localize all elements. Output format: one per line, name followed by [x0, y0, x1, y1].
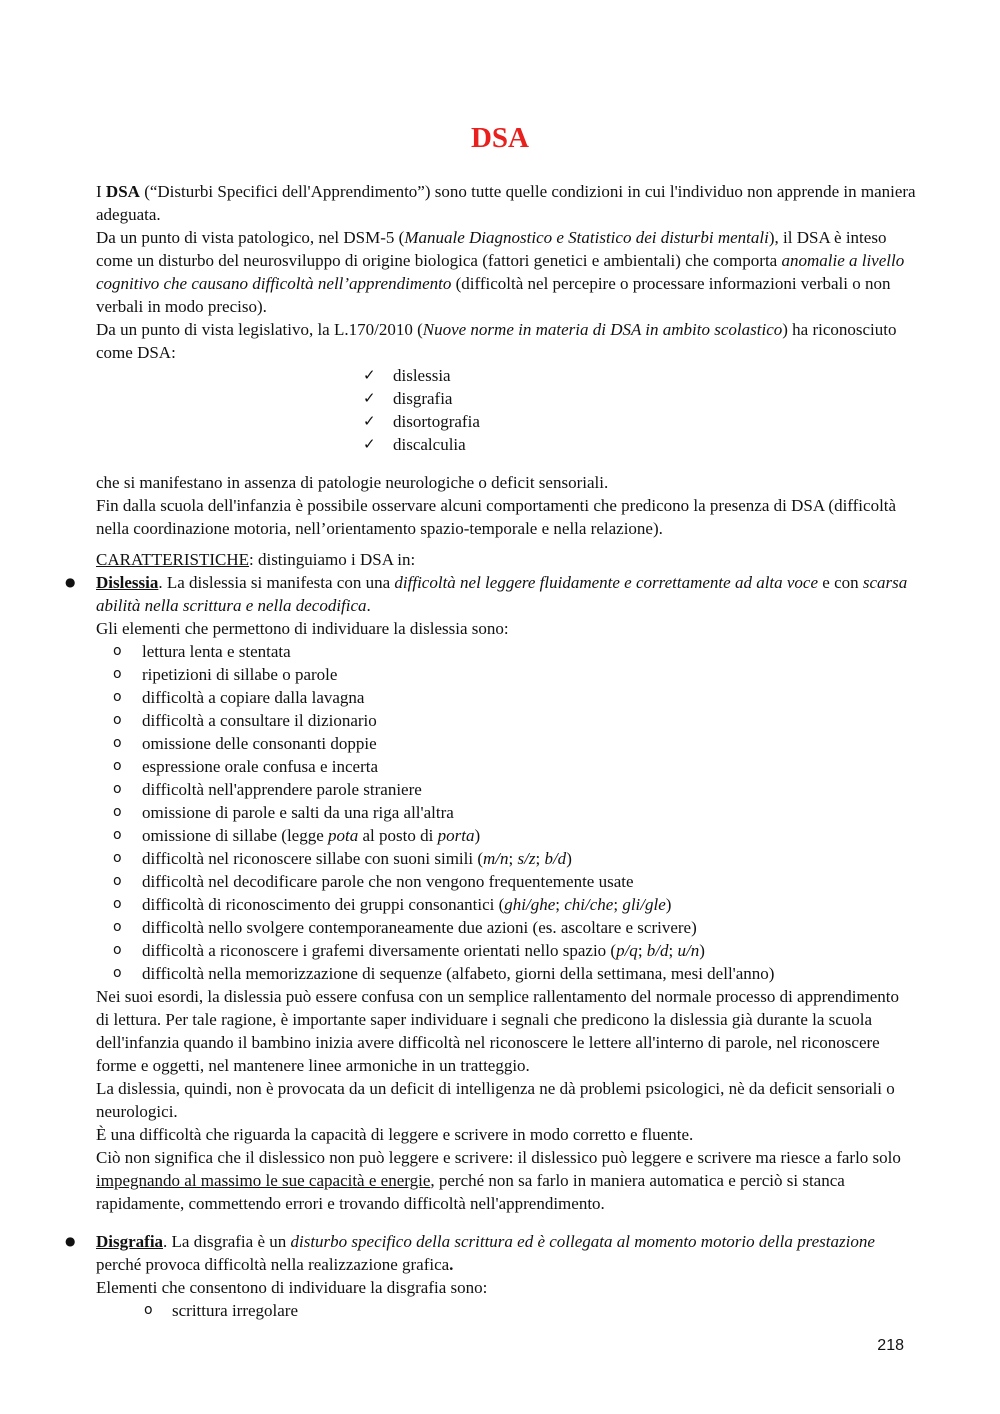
- list-item: [113, 778, 916, 801]
- page-title: DSA: [470, 122, 529, 154]
- circle-bullet-icon: o: [113, 689, 122, 705]
- italic-span: m/n: [483, 849, 509, 868]
- list-item: [113, 939, 916, 962]
- list-item: [113, 847, 916, 870]
- list-item-label: dislessia: [393, 366, 451, 385]
- circle-bullet-icon: o: [113, 827, 122, 843]
- list-item-label: disortografia: [393, 412, 480, 431]
- dsa-checklist: [96, 364, 916, 456]
- list-item: [113, 824, 916, 847]
- check-mark-icon: ✓: [363, 412, 376, 430]
- text-span: ;: [637, 941, 647, 960]
- italic-span: u/n: [677, 941, 700, 960]
- intro-paragraph-3: [96, 318, 916, 364]
- circle-bullet-icon: o: [113, 942, 122, 958]
- dislessia-lead: Gli elementi che permettono di individuare la dislessia sono:: [96, 619, 509, 638]
- list-item-label: espressione orale confusa e incerta: [142, 757, 378, 776]
- check-mark-icon: ✓: [363, 366, 376, 384]
- italic-span: anomalie a livello cognitivo che causano difficoltà nell’apprendimento: [96, 251, 905, 293]
- list-item-label: scrittura irregolare: [172, 1301, 299, 1320]
- dislessia-indicators-list: [96, 640, 916, 985]
- list-item-label: omissione di parole e salti da una riga all'altra: [142, 803, 454, 822]
- underlined-heading: CARATTERISTICHE: [96, 550, 249, 569]
- list-item: [363, 433, 916, 456]
- text-span: ;: [613, 895, 623, 914]
- list-item: [113, 893, 916, 916]
- circle-bullet-icon: o: [113, 965, 122, 981]
- list-item-label: difficoltà nella memorizzazione di sequenze (alfabeto, giorni della settimana, mesi dell'anno): [142, 964, 775, 983]
- text-span: ;: [668, 941, 678, 960]
- text-span: Da un punto di vista patologico, nel DSM-5 (: [96, 228, 405, 247]
- list-item-label: discalculia: [393, 435, 466, 454]
- list-item: [113, 916, 916, 939]
- intro-paragraph-2: [96, 226, 916, 318]
- dislessia-term: Dislessia: [96, 573, 159, 592]
- list-item: [113, 801, 916, 824]
- italic-span: pota: [328, 826, 359, 845]
- text-span: (“Disturbi Specifici dell'Apprendimento”) sono tutte quelle condizioni in cui l'individuo non apprende in maniera adeguata.: [96, 182, 916, 224]
- list-item-label: disgrafia: [393, 389, 453, 408]
- italic-span: Nuove norme in materia di DSA in ambito scolastico: [422, 320, 783, 339]
- text-span: difficoltà a riconoscere i grafemi diversamente orientati nello spazio (: [142, 941, 617, 960]
- intro-paragraph-4: che si manifestano in assenza di patologie neurologiche o deficit sensoriali.: [96, 473, 609, 492]
- dislessia-paragraph-2: La dislessia, quindi, non è provocata da un deficit di intelligenza ne dà problemi psicologici, nè da deficit sensoriali o neurologici.: [96, 1079, 895, 1121]
- disgrafia-indicators-list: [96, 1299, 916, 1322]
- text-span: ;: [555, 895, 565, 914]
- list-item-label: ripetizioni di sillabe o parole: [142, 665, 338, 684]
- intro-paragraph-5: Fin dalla scuola dell'infanzia è possibile osservare alcuni comportamenti che predicono la presenza di DSA (difficoltà nella coordinazione motoria, nell’orientamento spazio-temporale e nella relazione).: [96, 496, 897, 538]
- list-item: [113, 755, 916, 778]
- text-span: e con: [818, 573, 863, 592]
- disgrafia-lead: Elementi che consentono di individuare la disgrafia sono:: [96, 1278, 488, 1297]
- spacer: [96, 1215, 916, 1230]
- intro-paragraph-1: [96, 180, 916, 226]
- text-span: .: [449, 1255, 454, 1274]
- list-item-label: lettura lenta e stentata: [142, 642, 291, 661]
- text-span: Ciò non significa che il dislessico non può leggere e scrivere: il dislessico può leggere e scrivere ma riesce a farlo solo: [96, 1148, 901, 1167]
- italic-span: difficoltà nel leggere fluidamente e correttamente ad alta voce: [394, 573, 819, 592]
- italic-span: porta: [437, 826, 475, 845]
- text-span: ;: [508, 849, 518, 868]
- circle-bullet-icon: o: [113, 712, 122, 728]
- circle-bullet-icon: o: [144, 1302, 153, 1318]
- list-item-label: difficoltà nel decodificare parole che non vengono frequentemente usate: [142, 872, 634, 891]
- text-span: difficoltà nel riconoscere sillabe con suoni simili (: [142, 849, 484, 868]
- underlined-span: impegnando al massimo le sue capacità e energie: [96, 1171, 431, 1190]
- circle-bullet-icon: o: [113, 758, 122, 774]
- check-mark-icon: ✓: [363, 435, 376, 453]
- list-item: [363, 364, 916, 387]
- list-item: [113, 663, 916, 686]
- list-item-label: difficoltà a consultare il dizionario: [142, 711, 377, 730]
- text-span: ): [665, 895, 672, 914]
- italic-span: ghi/ghe: [504, 895, 556, 914]
- list-item: [113, 709, 916, 732]
- list-item: [113, 962, 916, 985]
- text-span: ): [699, 941, 705, 960]
- text-span: (difficoltà nel percepire o processare informazioni verbali o non verbali in modo preciso).: [96, 274, 891, 316]
- dislessia-paragraph-3: È una difficoltà che riguarda la capacità di leggere e scrivere in modo corretto e fluente.: [96, 1125, 694, 1144]
- text-span: .: [366, 596, 371, 615]
- italic-span: disturbo specifico della scrittura ed è collegata al momento motorio della prestazione: [290, 1232, 875, 1251]
- list-item: [113, 640, 916, 663]
- list-item-label: difficoltà nello svolgere contemporaneamente due azioni (es. ascoltare e scrivere): [142, 918, 697, 937]
- circle-bullet-icon: o: [113, 735, 122, 751]
- check-mark-icon: ✓: [363, 389, 376, 407]
- circle-bullet-icon: o: [113, 804, 122, 820]
- text-span: . La dislessia si manifesta con una: [158, 573, 395, 592]
- text-span: ): [474, 826, 481, 845]
- text-span: ;: [535, 849, 545, 868]
- italic-span: scarsa abilità nella scrittura e nella decodifica: [96, 573, 908, 615]
- list-item: [113, 732, 916, 755]
- dislessia-paragraph-1: Nei suoi esordi, la dislessia può essere confusa con un semplice rallentamento del normale processo di apprendimento di lettura. Per tale ragione, è importante saper individuare i segnali che predicono la dislessia già durante la scuola dell'infanzia quando il bambino inizia avere difficoltà nel riconoscere le lettere all'interno di parole, nel riconoscere forme e oggetti, nel mantenere linee armoniche in un tratteggio.: [96, 987, 900, 1075]
- italic-span: p/q: [616, 941, 638, 960]
- text-span: ) ha riconosciuto come DSA:: [96, 320, 897, 362]
- italic-span: s/z: [517, 849, 536, 868]
- text-span: , perché non sa farlo in maniera automatica e perciò si stanca rapidamente, commettendo errori e trovando difficoltà nell'apprendimento.: [96, 1171, 845, 1213]
- circle-bullet-icon: o: [113, 643, 122, 659]
- bullet-dot-icon: ●: [65, 1234, 76, 1248]
- text-span: . La disgrafia è un: [163, 1232, 291, 1251]
- list-item: [113, 870, 916, 893]
- circle-bullet-icon: o: [113, 896, 122, 912]
- italic-span: gli/gle: [622, 895, 666, 914]
- circle-bullet-icon: o: [113, 781, 122, 797]
- list-item: [113, 686, 916, 709]
- list-item: [144, 1299, 916, 1322]
- spacer: [96, 456, 916, 471]
- text-span: I: [96, 182, 106, 201]
- disgrafia-term: Disgrafia: [96, 1232, 164, 1251]
- italic-span: Manuale Diagnostico e Statistico dei disturbi mentali: [404, 228, 769, 247]
- circle-bullet-icon: o: [113, 850, 122, 866]
- dislessia-definition: [96, 571, 916, 617]
- list-item: [363, 410, 916, 433]
- list-item-label: difficoltà a copiare dalla lavagna: [142, 688, 365, 707]
- text-span: omissione di sillabe (legge: [142, 826, 329, 845]
- document-body: [65, 180, 916, 1322]
- spacer: [96, 540, 916, 548]
- text-span: ), il DSA è inteso come un disturbo del neurosviluppo di origine biologica (fattori genetici e ambientali) che comporta: [96, 228, 887, 270]
- disgrafia-definition: [96, 1230, 916, 1276]
- text-span: al posto di: [358, 826, 438, 845]
- circle-bullet-icon: o: [113, 919, 122, 935]
- text-span: perché provoca difficoltà nella realizzazione grafica: [96, 1255, 450, 1274]
- disgrafia-section: [65, 1230, 916, 1322]
- dsa-term: DSA: [105, 182, 140, 201]
- circle-bullet-icon: o: [113, 666, 122, 682]
- page-number: 218: [877, 1337, 904, 1354]
- text-span: ): [566, 849, 572, 868]
- italic-span: b/d: [646, 941, 669, 960]
- list-item-label: difficoltà nell'apprendere parole straniere: [142, 780, 422, 799]
- characteristics-heading: [96, 548, 916, 571]
- bullet-dot-icon: ●: [65, 575, 76, 589]
- text-span: Da un punto di vista legislativo, la L.170/2010 (: [96, 320, 423, 339]
- dislessia-paragraph-4: [96, 1146, 916, 1215]
- italic-span: chi/che: [564, 895, 614, 914]
- text-span: : distinguiamo i DSA in:: [249, 550, 416, 569]
- circle-bullet-icon: o: [113, 873, 122, 889]
- list-item: [363, 387, 916, 410]
- dislessia-section: [65, 571, 916, 1215]
- text-span: difficoltà di riconoscimento dei gruppi consonantici (: [142, 895, 505, 914]
- list-item-label: omissione delle consonanti doppie: [142, 734, 377, 753]
- italic-span: b/d: [544, 849, 567, 868]
